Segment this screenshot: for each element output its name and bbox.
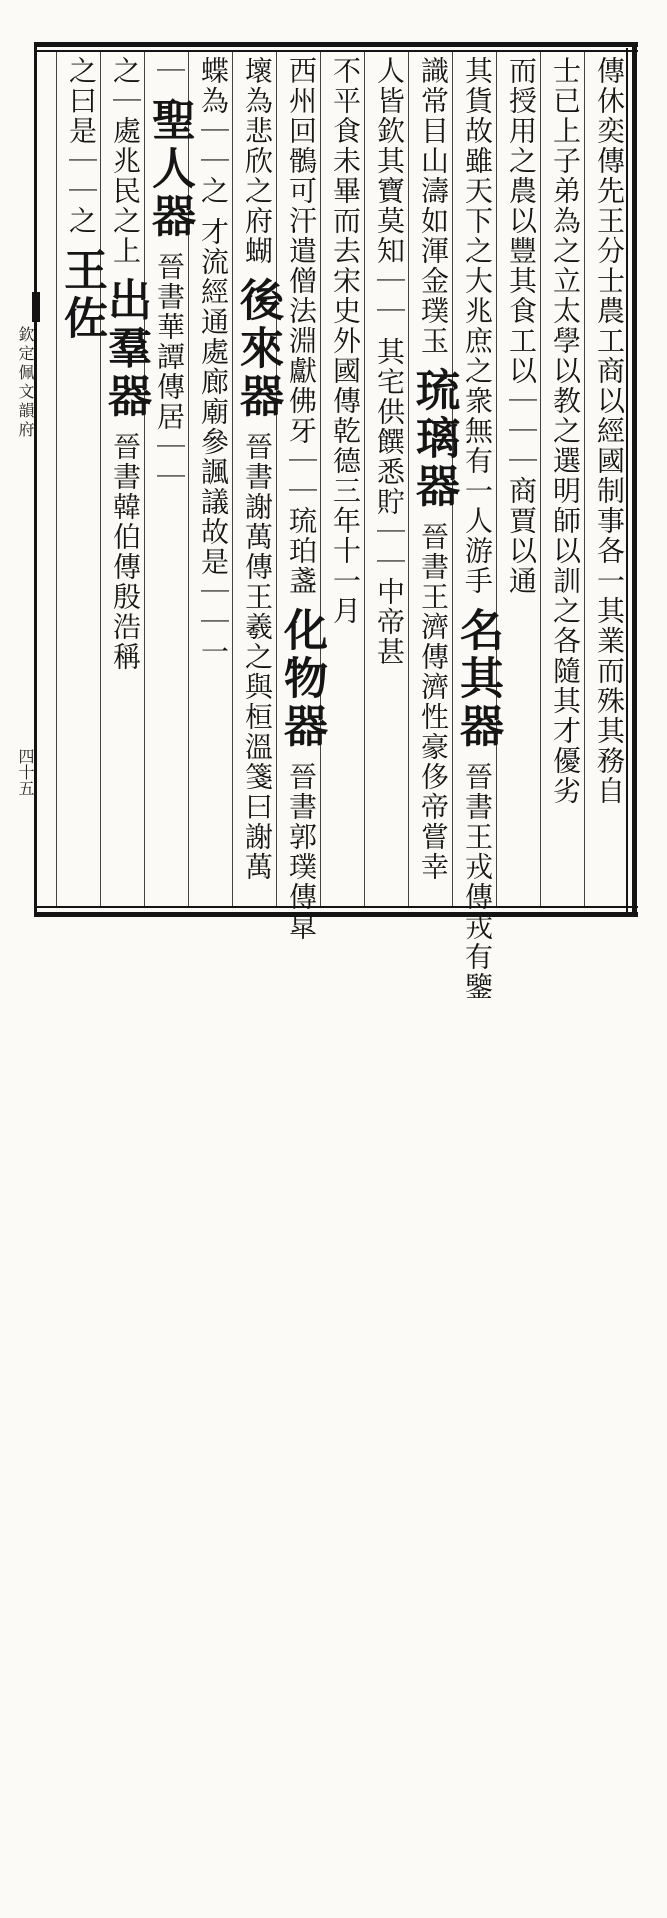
text-column-7 <box>326 56 364 906</box>
column-text: 其貨故雖天下之大兆庶之衆無有一人游手 <box>461 56 494 596</box>
column-text: ｜ <box>153 56 186 86</box>
column-text: 壞為悲欣之府蝴 <box>241 56 274 266</box>
entry-heading: 聖人器 <box>144 96 195 241</box>
entry-heading: 王佐 <box>56 246 107 343</box>
column-divider <box>320 52 321 906</box>
bottom-border <box>34 912 638 917</box>
column-text: 人皆欽其寶莫知｜｜ <box>373 56 406 326</box>
text-column-12 <box>100 56 151 906</box>
folio-number: 四十五 <box>16 748 35 796</box>
column-text: 才流經通處廊廟參諷議故是｜｜一 <box>197 216 230 667</box>
column-text: 晉書謝萬傳王羲之與桓溫箋曰謝萬 <box>241 431 274 882</box>
column-text: 蝶為｜｜之 <box>197 56 230 206</box>
column-divider <box>540 52 541 906</box>
top-border <box>34 42 638 47</box>
text-column-10 <box>194 56 232 906</box>
column-text: 西州回鶻可汗遣僧法淵獻佛牙｜｜琉珀盞 <box>285 56 318 596</box>
column-text: 晉書王濟傳濟性豪侈帝嘗幸 <box>417 521 450 882</box>
column-text: 傳休奕傳先王分士農工商以經國制事各一其業而殊其務自 <box>593 56 626 806</box>
text-column-2 <box>546 56 584 906</box>
right-border <box>632 42 637 917</box>
column-text: 晉書王戎傳戎有鑒 <box>461 761 494 1002</box>
text-column-1 <box>590 56 628 906</box>
column-divider <box>276 52 277 906</box>
column-text: 之曰是｜｜之 <box>65 56 98 236</box>
column-text: 識常目山濤如渾金璞玉 <box>417 56 450 356</box>
bottom-border-inner <box>34 906 638 908</box>
text-column-8 <box>276 56 327 942</box>
column-divider <box>364 52 365 906</box>
column-text: 晉書華譚傳居｜｜ <box>153 251 186 492</box>
entry-heading: 名其器 <box>452 606 503 751</box>
column-text: 不平食未畢而去宋史外國傳乾德三年十一月 <box>329 56 362 626</box>
column-text: 之｜處兆民之上 <box>109 56 142 266</box>
text-column-4 <box>452 56 503 1002</box>
text-column-5 <box>408 56 459 906</box>
top-border-inner <box>34 50 638 52</box>
margin-title: 欽定佩文韻府 <box>16 326 35 440</box>
column-divider <box>56 52 57 906</box>
text-column-11 <box>144 56 195 906</box>
column-text <box>21 56 54 776</box>
text-column-6 <box>370 56 408 906</box>
column-text: 其宅供饌悉貯｜｜中帝甚 <box>373 336 406 667</box>
column-divider <box>496 52 497 906</box>
entry-heading: 化物器 <box>276 606 327 751</box>
text-column-9 <box>232 56 283 906</box>
column-divider <box>232 52 233 906</box>
column-text: 晉書韓伯傳殷浩稱 <box>109 431 142 672</box>
entry-heading: 後來器 <box>232 276 283 421</box>
column-divider <box>100 52 101 906</box>
entry-heading: 出羣器 <box>100 276 151 421</box>
column-text: 士已上子弟為之立太學以教之選明師以訓之各隨其才優劣 <box>549 56 582 806</box>
column-divider <box>584 52 585 906</box>
text-column-3 <box>502 56 540 906</box>
entry-heading: 琉璃器 <box>408 366 459 511</box>
column-text: 而授用之農以豐其食工以｜｜｜商賈以通 <box>505 56 538 596</box>
column-text: 晉書郭璞傳皐 <box>285 761 318 942</box>
text-column-13 <box>56 56 107 906</box>
